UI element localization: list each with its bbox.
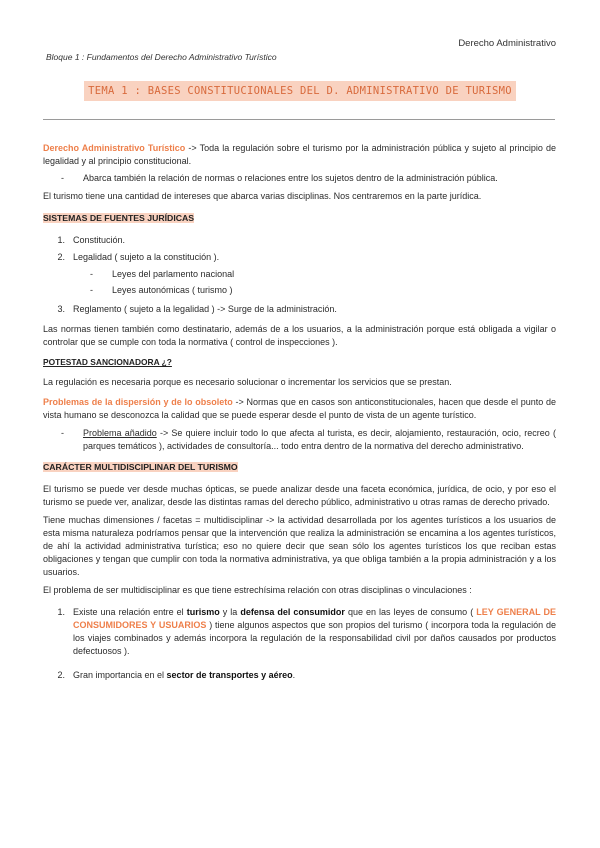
item-text: Reglamento ( sujeto a la legalidad ) -> Surge de la administración. [73, 304, 337, 314]
item-text: . [292, 670, 296, 680]
fuentes-heading-line [43, 212, 556, 225]
fuentes-subitem-2 [43, 284, 556, 297]
title-divider [43, 119, 555, 120]
multi-heading-line [43, 461, 556, 474]
problema-anadido-text: -> Se quiere incluir todo lo que afecta al turista, es decir, alojamiento, restauración, ocio, recreo ( parques temáticos ), actividades de consultoría... todo entra dentro de la normativa del derecho administrativo. [83, 428, 556, 451]
fuentes-item-1 [43, 234, 556, 247]
multi-item-2-body [73, 669, 295, 682]
dispersion-bullet [43, 427, 556, 453]
item-text: y la [219, 607, 241, 617]
header-course: Derecho Administrativo [458, 38, 556, 49]
multi-paragraph-1: El turismo se puede ver desde muchas ópticas, se puede analizar desde una faceta económica, jurídica, de ocio, y por eso el turismo se puede ver, analizar, desde las distintas ramas del derecho público, administrativo u otras ramas de derecho privado. [43, 484, 556, 507]
subitem-text: Leyes autonómicas ( turismo ) [112, 285, 233, 295]
potestad-heading: POTESTAD SANCIONADORA ¿? [43, 357, 172, 367]
fuentes-subitem-1 [43, 268, 556, 281]
page-title: TEMA 1 : BASES CONSTITUCIONALES DEL D. ADMINISTRATIVO DE TURISMO [84, 81, 516, 101]
dispersion-term: Problemas de la dispersión y de lo obsoleto [43, 397, 233, 407]
item-text: que en las leyes de consumo ( [344, 607, 477, 617]
intro-paragraph [43, 142, 556, 168]
fuentes-item-3 [43, 303, 556, 316]
fuentes-item-2 [43, 251, 556, 264]
dash-marker: - [61, 173, 64, 183]
intro-definition: -> Toda la regulación sobre el turismo por la administración pública y sujeto al principio de legalidad y al principio constitucional. [43, 143, 557, 166]
dash-marker: - [90, 285, 93, 295]
intro-note: El turismo tiene una cantidad de intereses que abarca varias disciplinas. Nos centraremos en la parte jurídica. [43, 191, 482, 201]
item-number: 2. [57, 670, 65, 680]
item-text: Constitución. [73, 235, 126, 245]
title-wrap [0, 81, 600, 101]
intro-bullet-text: Abarca también la relación de normas o relaciones entre los sujetos dentro de la administración pública. [83, 173, 498, 183]
intro-term: Derecho Administrativo Turístico [43, 143, 186, 153]
multi-paragraph-3: El problema de ser multidisciplinar es que tiene estrechísima relación con otras disciplinas o vinculaciones : [43, 585, 472, 595]
subitem-text: Leyes del parlamento nacional [112, 269, 235, 279]
dash-marker: - [90, 269, 93, 279]
item-text: ) tiene algunos aspectos que son propios del turismo ( incorpora toda la regulación de los viajes combinados y además incorpora la regulación de la responsabilidad civil por daños causados por productos defectuosos ). [73, 620, 556, 656]
bold-turismo: turismo [186, 607, 220, 617]
header-block: Bloque 1 : Fundamentos del Derecho Administrativo Turístico [46, 52, 277, 62]
dash-marker: - [61, 428, 64, 438]
bold-sector-transportes: sector de transportes y aéreo [166, 670, 293, 680]
dispersion-text: -> Normas que en casos son anticonstitucionales, hacen que desde el punto de vista humano se desconozca la calidad que se puede esperar desde el punto de vista de un agente turístico. [43, 397, 556, 420]
item-number: 3. [57, 304, 65, 314]
document-body [43, 142, 556, 682]
item-number: 1. [57, 607, 65, 617]
item-number: 1. [57, 235, 65, 245]
fuentes-heading: SISTEMAS DE FUENTES JURÍDICAS [43, 213, 195, 223]
item-text: Legalidad ( sujeto a la constitución ). [73, 252, 220, 262]
item-text: Existe una relación entre el [73, 607, 187, 617]
multi-paragraph-2: Tiene muchas dimensiones / facetas = multidisciplinar -> la actividad desarrollada por los agentes turísticos a los usuarios de esta misma naturaleza podríamos pensar que la intervención que realiza la administración se encamina a los agentes turísticos, de ahí la actividad administrativa turística; eso no quiere decir que sean sólo los agentes turísticos los que reciban estas obligaciones y tengan que cumplir con toda la normativa administrativa, ya que obliga también a la propia administración y a los usuarios. [43, 515, 556, 577]
item-text: Gran importancia en el [73, 670, 167, 680]
law-name: LEY GENERAL DE CONSUMIDORES Y USUARIOS [73, 607, 556, 630]
multi-heading: CARÁCTER MULTIDISCIPLINAR DEL TURISMO [43, 462, 238, 472]
multi-item-2 [43, 669, 556, 682]
item-number: 2. [57, 252, 65, 262]
potestad-text: La regulación es necesaria porque es necesario solucionar o incrementar los servicios que se prestan. [43, 377, 452, 387]
multi-item-1-body [73, 606, 556, 658]
bold-defensa-consumidor: defensa del consumidor [240, 607, 345, 617]
problema-anadido-term: Problema añadido [83, 428, 157, 438]
intro-bullet [43, 172, 556, 185]
dispersion-bullet-body [83, 427, 556, 453]
dispersion-paragraph [43, 396, 556, 422]
potestad-heading-line [43, 356, 556, 369]
multi-item-1 [43, 606, 556, 658]
fuentes-paragraph: Las normas tienen también como destinatario, además de a los usuarios, a la administración porque está obligada a vigilar o controlar que se cumple con toda la normativa ( control de inspecciones ). [43, 324, 556, 347]
